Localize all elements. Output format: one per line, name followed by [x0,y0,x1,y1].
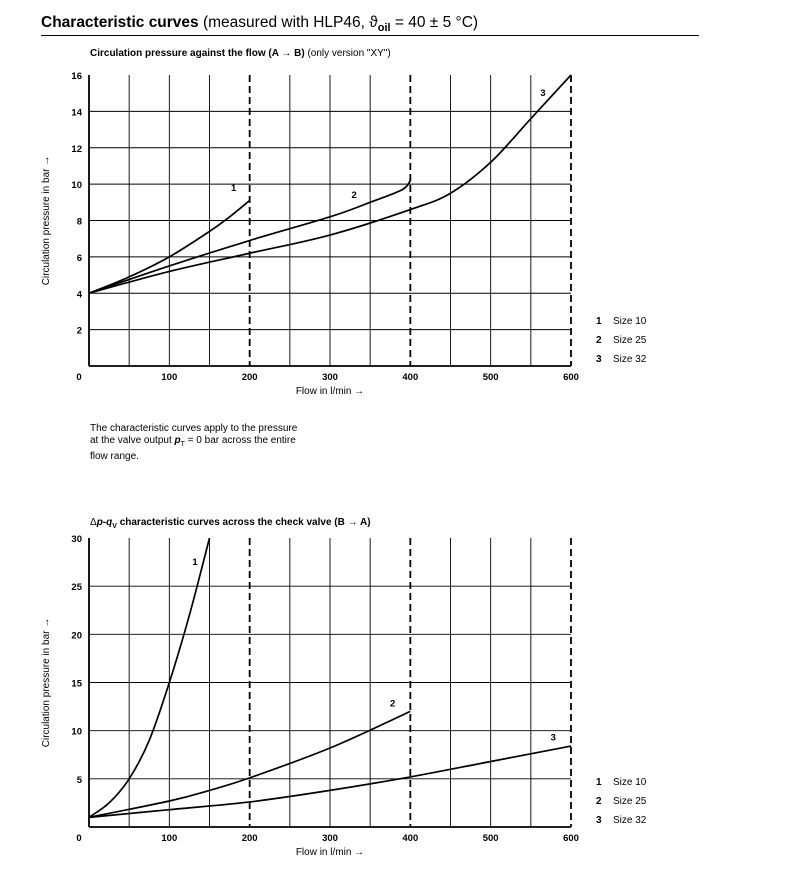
chart1-x-tick-label: 300 [322,372,338,383]
note-line2-sym: p [174,435,181,446]
chart1-series-2-label: 2 [351,190,357,202]
chart2-x-tick-label: 500 [482,833,499,844]
chart2-x-tick-label: 600 [563,833,579,844]
chart2-series-3-label: 3 [550,732,556,744]
chart2-title-q: q [106,517,113,528]
chart1-y-tick-label: 12 [71,143,82,155]
chart2-legend-label-1: Size 10 [613,777,647,788]
chart2-y-tick-label: 20 [71,630,82,642]
chart1-series-3-label: 3 [540,88,546,100]
chart1-legend-label-3: Size 32 [613,354,647,365]
chart1-y-tick-label: 8 [76,216,82,228]
title-bold: Characteristic curves [41,14,199,31]
chart1-x-axis-label: Flow in l/min → [295,386,365,397]
chart2-y-tick-label: 5 [76,774,82,786]
chart1-y-tick-label: 6 [76,252,82,264]
chart2-title-v: V [112,523,117,530]
chart1-legend-num-2: 2 [596,335,602,346]
chart2-x-axis-label: Flow in l/min → [295,847,365,858]
chart1-legend-num-1: 1 [596,316,602,327]
chart1-x-tick-label: 200 [241,372,258,383]
chart2-title-dash: - [102,517,107,528]
chart2-x-tick-label: 200 [241,833,258,844]
chart2-y-tick-label: 10 [71,726,82,738]
chart2-legend-label-3: Size 32 [613,815,647,826]
chart1-legend-label-1: Size 10 [613,316,647,327]
note-line1: The characteristic curves apply to the pressure [90,423,298,434]
chart1-title-bold: Circulation pressure against the flow (A → B) [90,48,305,59]
chart2-legend-num-3: 3 [596,815,602,826]
chart2-series-1-label: 1 [192,557,198,569]
chart1-y-tick-label: 16 [71,71,82,82]
chart1-x-tick-label: 400 [402,372,419,383]
title-rest: (measured with HLP46, ϑ [198,14,378,31]
chart2-y-tick-label: 30 [71,534,82,545]
note-line2-post: = 0 bar across the entire [184,435,296,446]
chart2-legend-label-2: Size 25 [613,796,647,807]
chart2-y-tick-label: 15 [71,678,82,690]
chart1-x-tick-label: 0 [76,372,82,383]
chart1-x-tick-label: 600 [563,372,579,383]
note-line2-pre: at the valve output [90,435,175,446]
chart2-y-tick-label: 25 [71,582,82,594]
chart2-title-p: p [96,517,103,528]
chart1-legend-num-3: 3 [596,354,602,365]
note-line3: flow range. [90,451,139,462]
chart1-legend-label-2: Size 25 [613,335,647,346]
chart2-x-tick-label: 400 [402,833,419,844]
chart2-y-axis-label: Circulation pressure in bar → [41,617,52,748]
chart2-x-tick-label: 300 [322,833,338,844]
title-sub: oil [377,22,391,35]
note-line2-sub: T [180,441,185,448]
chart1-y-tick-label: 10 [71,180,82,192]
chart1-series-1-label: 1 [230,182,237,194]
chart2-series-2-label: 2 [390,698,396,710]
chart1-x-tick-label: 500 [482,372,499,383]
chart2-legend-num-2: 2 [596,796,602,807]
title-end: = 40 ± 5 °C) [390,14,479,31]
chart1-y-axis-label: Circulation pressure in bar → [41,155,52,286]
chart2-x-tick-label: 100 [161,833,178,844]
chart2-series-1-line [89,538,210,817]
chart1-x-tick-label: 100 [161,372,178,383]
chart2-legend-num-1: 1 [596,777,602,788]
chart2-title-rest: characteristic curves across the check valve (B → A) [116,517,371,528]
chart1-y-tick-label: 2 [76,325,82,337]
chart1-y-tick-label: 14 [71,107,82,119]
chart2-title-pre: Δ [90,517,97,528]
chart1-title-rest: (only version "XY") [304,48,391,59]
chart1-y-tick-label: 4 [76,289,82,301]
chart2-x-tick-label: 0 [76,833,82,844]
